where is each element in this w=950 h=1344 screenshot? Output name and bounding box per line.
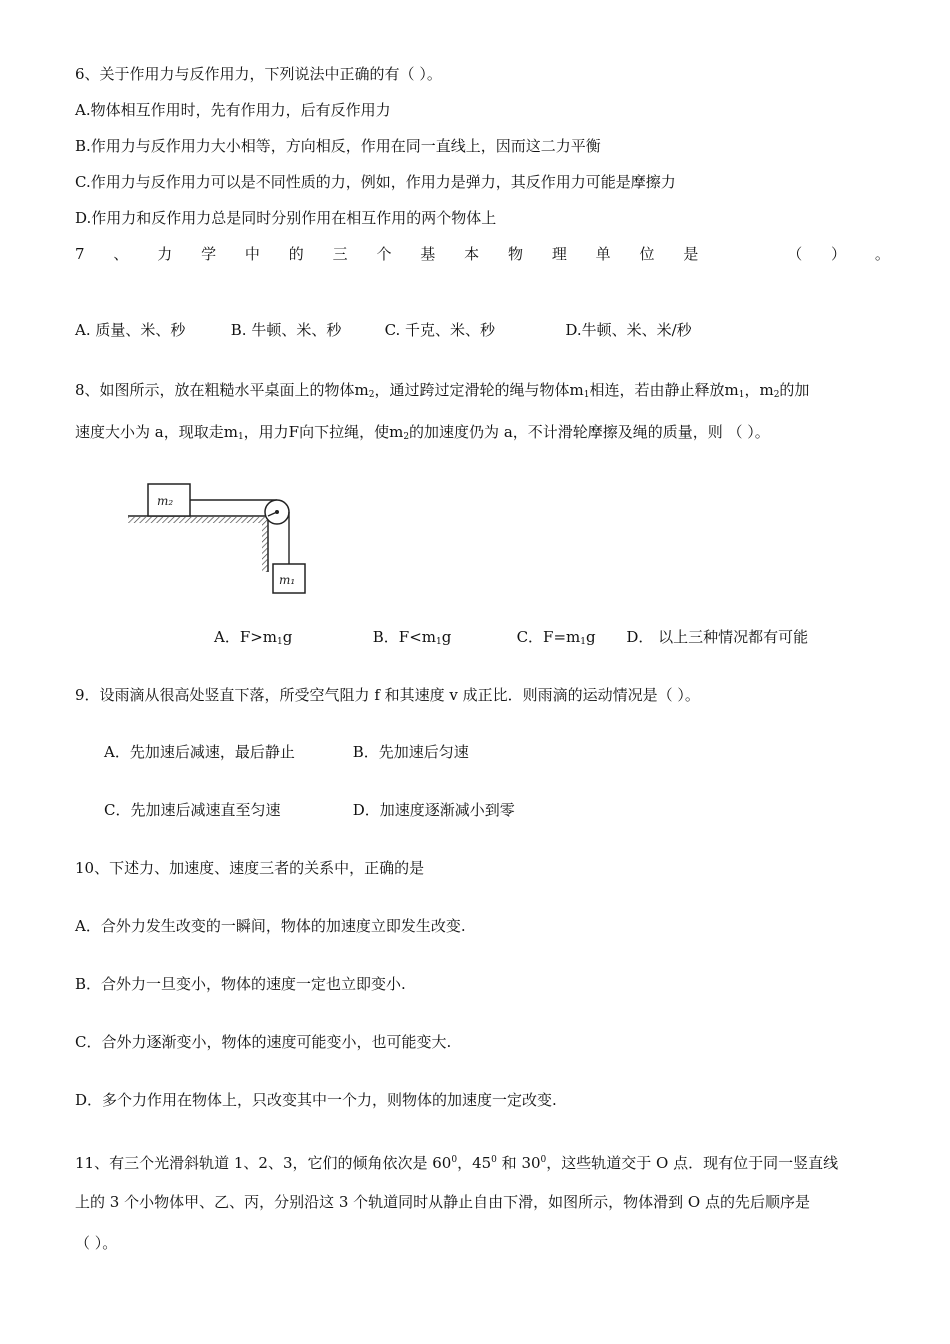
q11-line1: 11、有三个光滑斜轨道 1、2、3，它们的倾角依次是 $60^0$，$45^0$ 和 $30^0$，这些轨道交于 O 点．现有位于同一竖直线	[75, 1154, 839, 1172]
q8-option-d: D． 以上三种情况都有可能	[626, 628, 809, 646]
block-m2-label: m₂	[157, 494, 174, 508]
q9-option-a: A．先加速后减速，最后静止	[104, 743, 295, 761]
q10-option-b: B．合外力一旦变小，物体的速度一定也立即变小.	[75, 975, 406, 993]
q11-line2: 上的 3 个小物体甲、乙、丙，分别沿这 3 个轨道同时从静止自由下滑，如图所示，物体滑到 O 点的先后顺序是	[75, 1193, 810, 1211]
q8-options	[214, 627, 808, 652]
q9-options-row2	[104, 800, 515, 820]
q7-option-c: C. 千克、米、秒	[384, 321, 496, 339]
q8-option-b: B．$F<m_1g$	[372, 628, 452, 647]
q6-stem: 6、关于作用力与反作用力，下列说法中正确的有（ ）。	[75, 65, 442, 83]
table-edge-hatching	[262, 523, 268, 572]
q6-option-a: A.物体相互作用时，先有作用力，后有反作用力	[75, 101, 391, 119]
q8-stem-line1: 8、如图所示，放在粗糙水平桌面上的物体$m_2$，通过跨过定滑轮的绳与物体$m_1$相连，若由静止释放$m_1$，$m_2$的加	[75, 381, 810, 400]
q9-options-row1	[104, 742, 469, 762]
q7-option-a: A. 质量、米、秒	[75, 321, 186, 339]
q7-options	[75, 320, 692, 340]
q8-option-c: C．$F=m_1g$	[516, 628, 596, 647]
q7-option-d: D.牛顿、米、米/秒	[565, 321, 692, 339]
q10-option-c: C．合外力逐渐变小，物体的速度可能变小，也可能变大.	[75, 1033, 452, 1051]
q7-stem: 7 、 力 学 中 的 三 个 基 本 物 理 单 位 是 （ ） 。	[75, 245, 890, 263]
q9-option-d: D．加速度逐渐减小到零	[352, 801, 515, 819]
q10-stem: 10、下述力、加速度、速度三者的关系中，正确的是	[75, 859, 425, 877]
q6-option-b: B.作用力与反作用力大小相等，方向相反，作用在同一直线上，因而这二力平衡	[75, 137, 601, 155]
q10-option-d: D．多个力作用在物体上，只改变其中一个力，则物体的加速度一定改变.	[75, 1091, 557, 1109]
pulley-diagram	[128, 472, 313, 594]
q11-line3: （ ）。	[75, 1234, 118, 1252]
q6-option-c: C.作用力与反作用力可以是不同性质的力，例如，作用力是弹力，其反作用力可能是摩擦力	[75, 173, 676, 191]
q9-option-c: C．先加速后减速直至匀速	[104, 801, 281, 819]
q10-option-a: A．合外力发生改变的一瞬间，物体的加速度立即发生改变.	[75, 917, 466, 935]
q6-option-d: D.作用力和反作用力总是同时分别作用在相互作用的两个物体上	[75, 209, 497, 227]
q9-stem: 9．设雨滴从很高处竖直下落，所受空气阻力 f 和其速度 v 成正比．则雨滴的运动情况是（ ）。	[75, 686, 700, 704]
q7-option-b: B. 牛顿、米、秒	[230, 321, 342, 339]
q8-option-a: A．$F>m_1g$	[214, 628, 293, 647]
q9-option-b: B．先加速后匀速	[352, 743, 469, 761]
table-hatching	[128, 517, 268, 523]
q8-stem-line2: 速度大小为 a，现取走$m_1$，用力F向下拉绳，使$m_2$的加速度仍为 a，不计滑轮摩擦及绳的质量，则 （ ）。	[75, 423, 770, 442]
block-m1-label: m₁	[279, 573, 296, 587]
